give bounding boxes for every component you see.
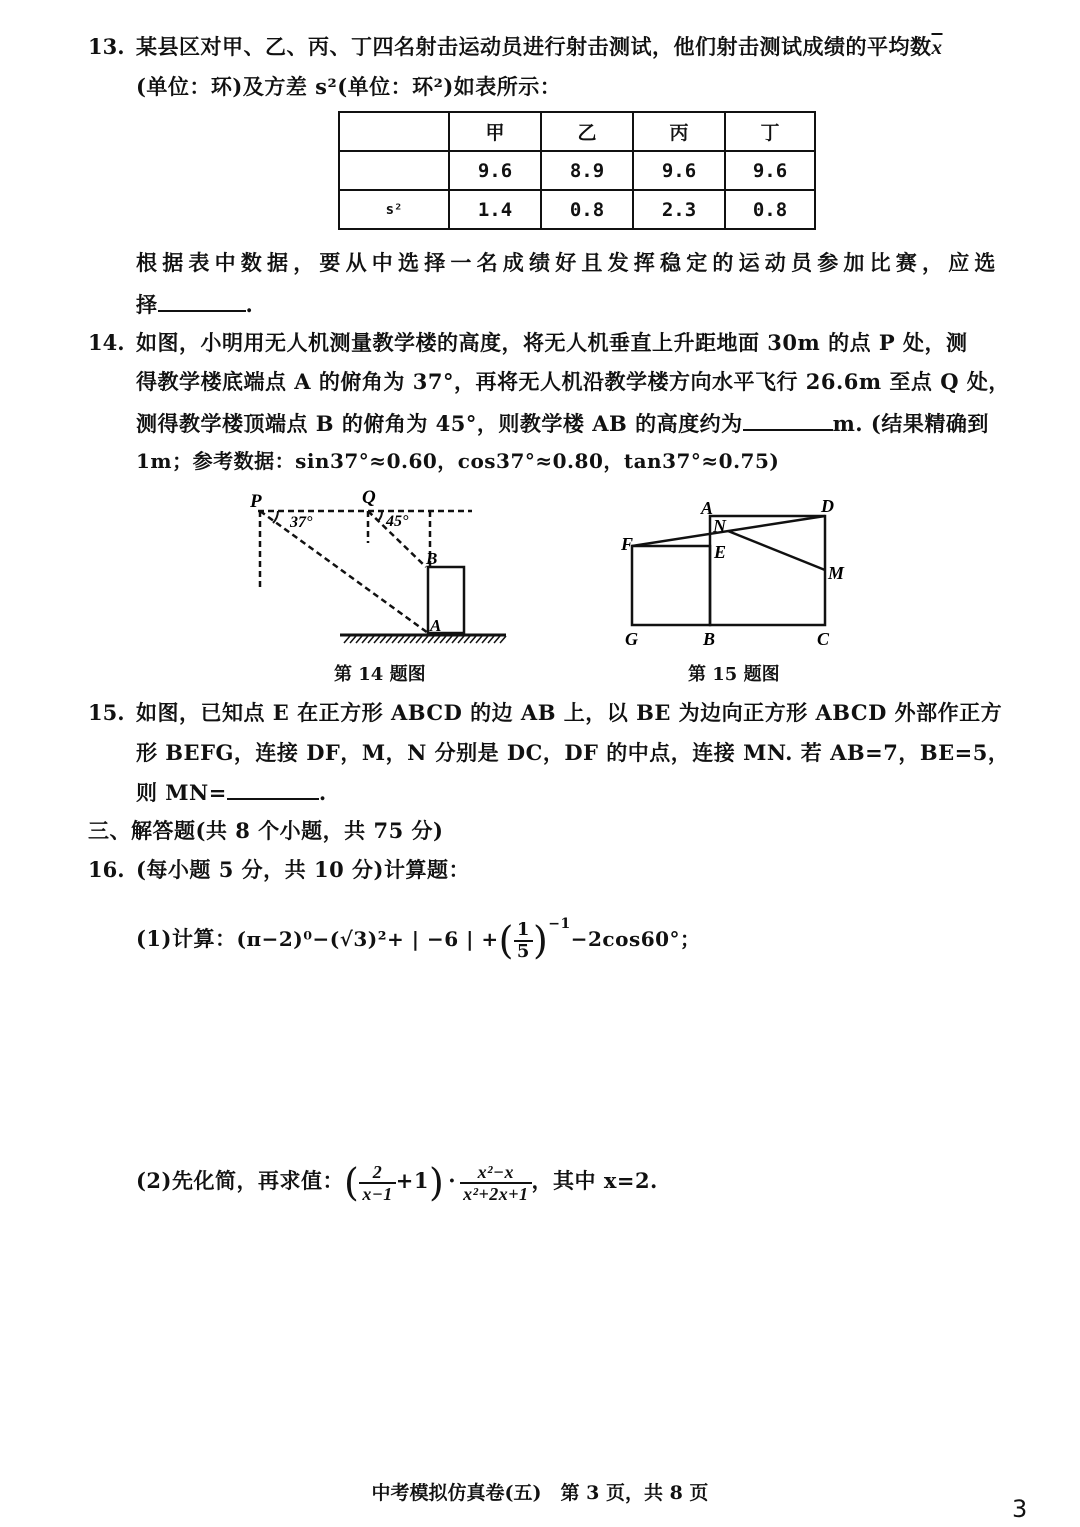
- q16-part2-paren-open: (: [343, 1160, 360, 1205]
- table-cell: 0.8: [541, 190, 633, 229]
- q16-part1-expr-b: −2cos60°；: [570, 927, 701, 951]
- q13-line4: [136, 288, 253, 320]
- table-cell: 乙: [541, 112, 633, 151]
- fig14-label-q: Q: [362, 487, 376, 508]
- table-cell: 2.3: [633, 190, 725, 229]
- table-cell: 丁: [725, 112, 815, 151]
- fig14-hatch-mark: [356, 636, 362, 643]
- q16-intro: (每小题 5 分，共 10 分)计算题：: [136, 857, 470, 882]
- table-cell: 1.4: [449, 190, 541, 229]
- q16-part1-label: (1)计算：: [136, 926, 237, 951]
- q16-part1-fraction: [514, 920, 533, 962]
- table-row: [339, 151, 815, 190]
- fig15-label-n: N: [713, 516, 726, 536]
- q16-part2-plus-one: +1: [395, 1168, 429, 1193]
- fig15-caption: 第 15 题图: [688, 664, 780, 685]
- q16-part2-frac2-num: x²−x: [460, 1162, 531, 1184]
- q13-answer-blank[interactable]: [158, 288, 246, 312]
- fig14-hatch-mark: [410, 636, 416, 643]
- q13-line3: 根据表中数据，要从中选择一名成绩好且发挥稳定的运动员参加比赛，应选: [136, 250, 1001, 275]
- page-footer: 中考模拟仿真卷(五) 第 3 页，共 8 页: [371, 1482, 709, 1504]
- fig15-mn-line: [728, 531, 825, 570]
- q16-part2: [136, 1156, 658, 1208]
- q15-line3: [136, 776, 327, 808]
- q13-line4-suffix: .: [245, 292, 254, 317]
- table-cell: 9.6: [449, 151, 541, 190]
- q14-line4: 1m；参考数据：sin37°≈0.60，cos37°≈0.80，tan37°≈0.75): [136, 449, 780, 473]
- q15-line3-suffix: .: [318, 780, 327, 805]
- q14-number: 14.: [88, 330, 125, 355]
- fig14-angle1-arc: [273, 511, 278, 523]
- q16-part1: [136, 902, 701, 963]
- q15-number: 15.: [88, 700, 125, 725]
- q16-part2-fraction2: [460, 1162, 531, 1204]
- fig14-hatch-mark: [476, 636, 482, 643]
- fig14-hatch-mark: [482, 636, 488, 643]
- q16-part1-frac-num: 1: [514, 920, 533, 942]
- fig14-hatch-mark: [494, 636, 500, 643]
- fig15-label-g: G: [625, 629, 638, 649]
- table-cell: 9.6: [633, 151, 725, 190]
- table-cell: [339, 112, 449, 151]
- fig14-hatch-mark: [440, 636, 446, 643]
- fig14-hatch-mark: [350, 636, 356, 643]
- fig14-hatch-mark: [422, 636, 428, 643]
- q16-part1-expr-a: (π−2)⁰−(√3)²+ | −6 | +: [236, 927, 499, 951]
- fig14-hatch-mark: [404, 636, 410, 643]
- fig15-square-befg: [632, 546, 710, 625]
- fig14-hatch-mark: [458, 636, 464, 643]
- fig14-hatch-mark: [452, 636, 458, 643]
- fig15-label-b: B: [703, 629, 716, 649]
- figure-14: [240, 485, 520, 655]
- fig14-hatch-mark: [470, 636, 476, 643]
- fig14-hatch-mark: [386, 636, 392, 643]
- q13-line1: [136, 32, 943, 62]
- q16-part2-paren-close: ): [428, 1160, 445, 1205]
- q16-part2-frac1-num: 2: [359, 1162, 395, 1184]
- q13-line2: (单位：环)及方差 s²(单位：环²)如表所示：: [136, 74, 562, 99]
- page-number: 3: [1012, 1495, 1028, 1523]
- q15-line2: 形 BEFG，连接 DF，M，N 分别是 DC，DF 的中点，连接 MN. 若 AB=7，BE=5，: [136, 740, 1010, 765]
- q14-line2: 得教学楼底端点 A 的俯角为 37°，再将无人机沿教学楼方向水平飞行 26.6m 至点 Q 处，: [136, 369, 1010, 394]
- q16-part2-suffix: ，其中 x=2.: [531, 1168, 658, 1193]
- q15-answer-blank[interactable]: [227, 776, 319, 800]
- fig14-hatch-mark: [428, 636, 434, 643]
- table-header-row: [339, 112, 815, 151]
- fig14-angle2-arc: [378, 511, 382, 521]
- q16-part2-frac1-den: x−1: [362, 1183, 393, 1204]
- fig14-caption: 第 14 题图: [334, 664, 426, 685]
- fig14-angle2-label: 45°: [386, 513, 409, 530]
- q16-part2-frac2-den: x²+2x+1: [463, 1183, 529, 1204]
- fig14-hatch-mark: [434, 636, 440, 643]
- fig14-hatch-mark: [380, 636, 386, 643]
- section3-title: 三、解答题(共 8 个小题，共 75 分): [88, 818, 444, 843]
- fig15-label-c: C: [817, 629, 830, 649]
- fig14-hatch-mark: [464, 636, 470, 643]
- fig15-label-m: M: [828, 563, 845, 583]
- fig14-angle1-label: 37°: [290, 514, 313, 531]
- q13-xbar: $\overline{x}$: [931, 35, 943, 59]
- fig14-hatch-mark: [416, 636, 422, 643]
- figure-15: [615, 490, 865, 655]
- q16-part2-fraction1: [359, 1162, 395, 1204]
- fig14-hatch-mark: [362, 636, 368, 643]
- q16-part2-dot: ·: [448, 1168, 457, 1193]
- fig14-hatch-mark: [398, 636, 404, 643]
- q15-line3-prefix: 则 MN=: [136, 780, 227, 805]
- fig15-label-d: D: [821, 496, 834, 516]
- q16-part1-exponent: −1: [548, 916, 571, 932]
- q16-part1-paren-close: ): [532, 918, 549, 963]
- fig14-hatch-mark: [374, 636, 380, 643]
- q14-line3-suffix: m. (结果精确到: [832, 411, 989, 436]
- table-cell: 甲: [449, 112, 541, 151]
- q14-answer-blank[interactable]: [743, 407, 833, 431]
- table-row: [339, 190, 815, 229]
- fig14-hatch-mark: [488, 636, 494, 643]
- fig14-hatch-mark: [368, 636, 374, 643]
- table-cell: s²: [339, 190, 449, 229]
- fig15-label-a: A: [701, 498, 714, 518]
- q15-line1: 如图，已知点 E 在正方形 ABCD 的边 AB 上，以 BE 为边向正方形 ABCD 外部作正方: [136, 700, 1003, 725]
- fig14-hatch-mark: [344, 636, 350, 643]
- table-cell: 9.6: [725, 151, 815, 190]
- fig15-label-e: E: [714, 542, 727, 562]
- q16-part2-label: (2)先化简，再求值：: [136, 1168, 344, 1193]
- q13-number: 13.: [88, 34, 125, 59]
- q16-number: 16.: [88, 857, 125, 882]
- q13-line4-prefix: 择: [136, 292, 158, 317]
- table-cell: [339, 151, 449, 190]
- q14-line3: [136, 407, 989, 439]
- fig14-label-b: B: [426, 549, 438, 568]
- q13-line1-text: 某县区对甲、乙、丙、丁四名射击运动员进行射击测试，他们射击测试成绩的平均数: [136, 34, 932, 59]
- q14-line3-prefix: 测得教学楼顶端点 B 的俯角为 45°，则教学楼 AB 的高度约为: [136, 411, 743, 436]
- fig14-hatch-mark: [500, 636, 506, 643]
- table-cell: 丙: [633, 112, 725, 151]
- fig14-hatch-mark: [392, 636, 398, 643]
- fig14-label-p: P: [250, 491, 262, 512]
- fig14-label-a: A: [430, 616, 442, 635]
- fig14-hatch-mark: [446, 636, 452, 643]
- q13-score-table: [338, 111, 816, 230]
- fig15-label-f: F: [621, 534, 634, 554]
- q14-line1: 如图，小明用无人机测量教学楼的高度，将无人机垂直上升距地面 30m 的点 P 处，测: [136, 330, 968, 355]
- table-cell: 0.8: [725, 190, 815, 229]
- fig14-ground-hatch: [344, 636, 506, 643]
- table-cell: 8.9: [541, 151, 633, 190]
- q16-part1-paren-open: (: [498, 918, 514, 963]
- q16-part1-frac-den: 5: [516, 940, 530, 962]
